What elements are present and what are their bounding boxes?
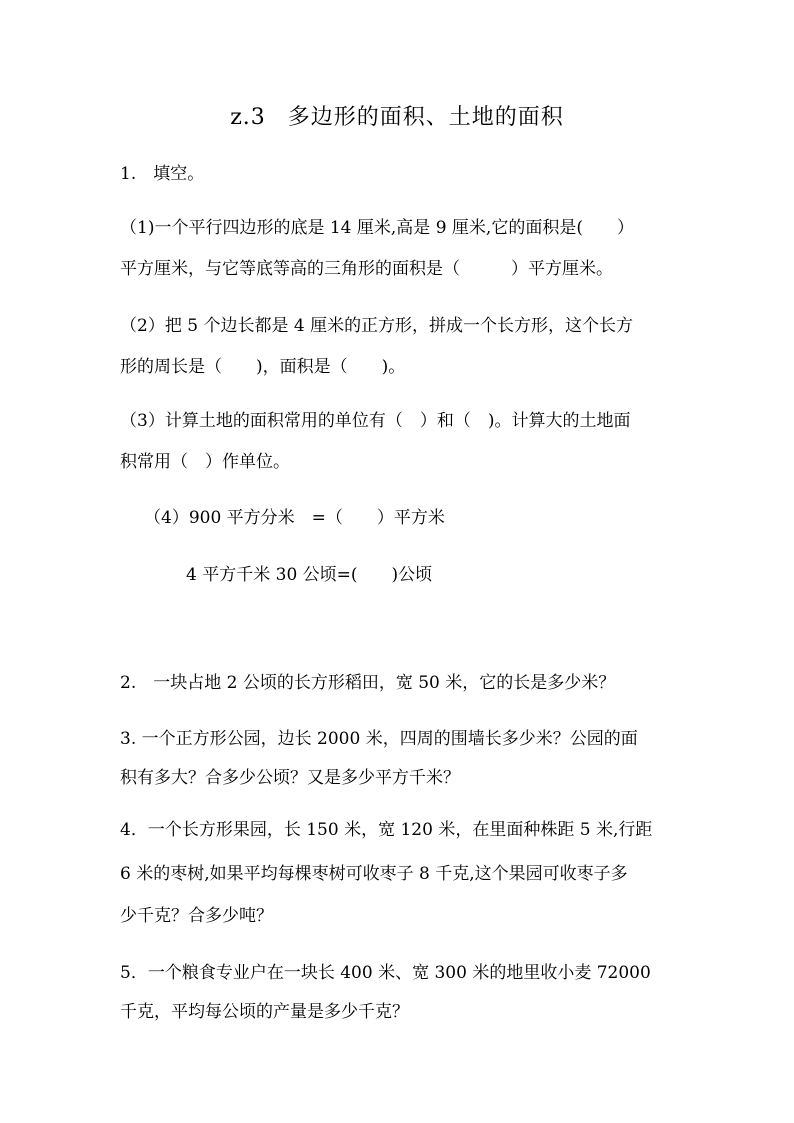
title-number: z.3 [230, 105, 266, 130]
question-1-part-1-line-1: （1)一个平行四边形的底是 14 厘米,高是 9 厘米,它的面积是( ） [120, 218, 634, 238]
question-3-line-2: 积有多大？合多少公顷？又是多少平方千米？ [120, 768, 460, 788]
title-text: 多边形的面积、土地的面积 [287, 105, 564, 130]
page-title [0, 100, 794, 131]
question-1-part-3-line-1: （3）计算土地的面积常用的单位有（ ）和（ )。计算大的土地面 [120, 411, 631, 431]
question-4-line-3: 少千克？合多少吨？ [120, 906, 273, 926]
question-1-part-1-line-2: 平方厘米，与它等底等高的三角形的面积是（ ）平方厘米。 [120, 259, 613, 279]
question-3-line-1: 3. 一个正方形公园，边长 2000 米，四周的围墙长多少米？公园的面 [120, 729, 638, 749]
question-4-line-2: 6 米的枣树,如果平均每棵枣树可收枣子 8 千克,这个果园可收枣子多 [120, 864, 628, 884]
question-2: 2. 一块占地 2 公顷的长方形稻田，宽 50 米，它的长是多少米？ [120, 673, 616, 693]
question-1-part-3-line-2: 积常用（ ）作单位。 [120, 452, 290, 472]
question-1-part-4-line-1: （4）900 平方分米 =（ ）平方米 [144, 508, 445, 528]
question-4-line-1: 4．一个长方形果园，长 150 米，宽 120 米，在里面种株距 5 米,行距 [120, 820, 653, 840]
question-5-line-2: 千克，平均每公顷的产量是多少千克？ [120, 1002, 409, 1022]
question-5-line-1: 5．一个粮食专业户在一块长 400 米、宽 300 米的地里收小麦 72000 [120, 963, 651, 983]
question-1-heading: 1. 填空。 [120, 164, 205, 184]
question-1-part-4-line-2: 4 平方千米 30 公顷=( )公顷 [186, 565, 433, 585]
question-1-part-2-line-2: 形的周长是（ )，面积是（ )。 [120, 357, 406, 377]
question-1-part-2-line-1: （2）把 5 个边长都是 4 厘米的正方形，拼成一个长方形，这个长方 [120, 316, 634, 336]
